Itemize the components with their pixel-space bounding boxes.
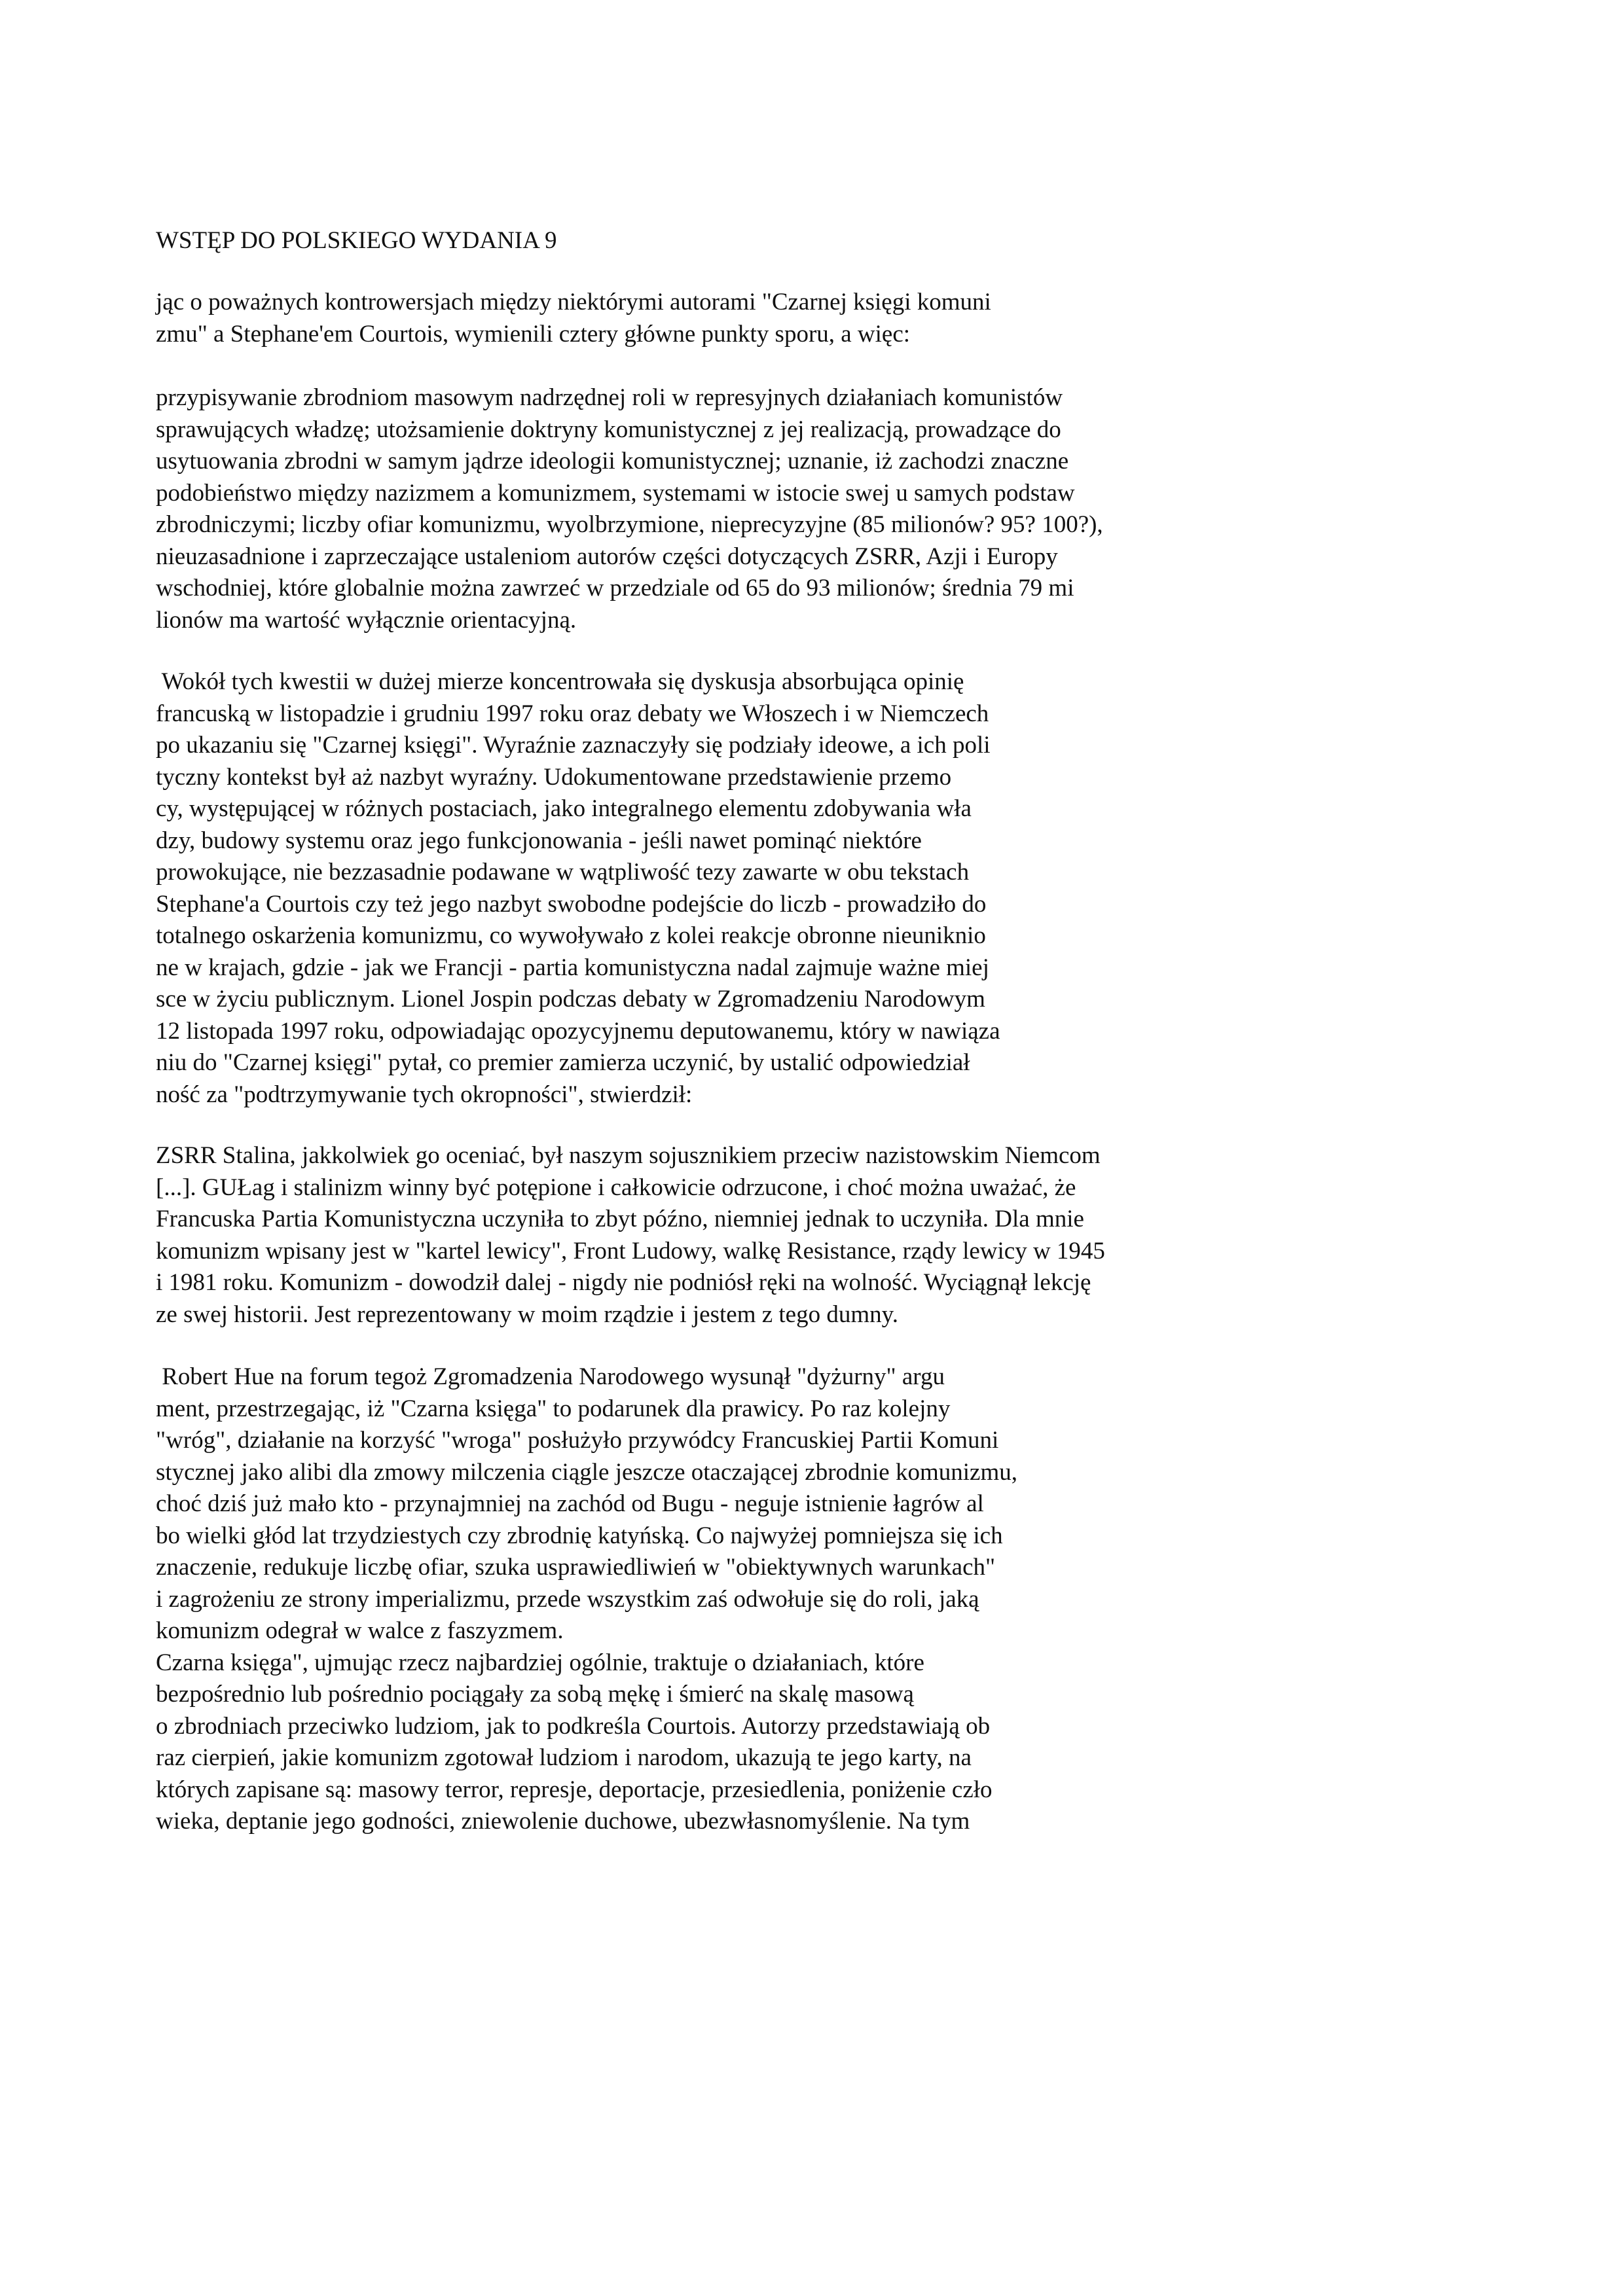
text-line: niu do "Czarnej księgi" pytał, co premier zamierza uczynić, by ustalić odpowiedział bbox=[156, 1049, 970, 1076]
paragraph-jospin-quote bbox=[156, 1140, 1105, 1331]
text-line: francuską w listopadzie i grudniu 1997 roku oraz debaty we Włoszech i w Niemczech bbox=[156, 700, 989, 727]
text-line: bo wielki głód lat trzydziestych czy zbrodnię katyńską. Co najwyżej pomniejsza się ich bbox=[156, 1522, 1003, 1549]
text-line: komunizm wpisany jest w "kartel lewicy", Front Ludowy, walkę Resistance, rządy lewicy w 1945 bbox=[156, 1237, 1105, 1265]
text-line: po ukazaniu się "Czarnej księgi". Wyraźnie zaznaczyły się podziały ideowe, a ich poli bbox=[156, 732, 991, 759]
text-line: których zapisane są: masowy terror, represje, deportacje, przesiedlenia, poniżenie czło bbox=[156, 1776, 993, 1803]
text-line: ne w krajach, gdzie - jak we Francji - partia komunistyczna nadal zajmuje ważne miej bbox=[156, 954, 989, 981]
text-line: wieka, deptanie jego godności, zniewolenie duchowe, ubezwłasnomyślenie. Na tym bbox=[156, 1808, 970, 1835]
text-line: raz cierpień, jakie komunizm zgotował ludziom i narodom, ukazują te jego karty, na bbox=[156, 1744, 972, 1771]
text-line: sce w życiu publicznym. Lionel Jospin podczas debaty w Zgromadzeniu Narodowym bbox=[156, 986, 985, 1013]
text-line: sprawujących władzę; utożsamienie doktryny komunistycznej z jej realizacją, prowadzące do bbox=[156, 416, 1061, 443]
text-line: przypisywanie zbrodniom masowym nadrzędnej roli w represyjnych działaniach komunistów bbox=[156, 384, 1063, 411]
text-line: komunizm odegrał w walce z faszyzmem. bbox=[156, 1617, 564, 1644]
text-line: ność za "podtrzymywanie tych okropności", stwierdził: bbox=[156, 1081, 693, 1108]
text-line: usytuowania zbrodni w samym jądrze ideologii komunistycznej; uznanie, iż zachodzi znaczne bbox=[156, 448, 1069, 475]
page-header: WSTĘP DO POLSKIEGO WYDANIA 9 bbox=[156, 227, 557, 254]
text-line: ze swej historii. Jest reprezentowany w moim rządzie i jestem z tego dumny. bbox=[156, 1300, 898, 1328]
text-line: jąc o poważnych kontrowersjach między niektórymi autorami "Czarnej księgi komuni bbox=[156, 289, 991, 315]
text-line: cy, występującej w różnych postaciach, jako integralnego elementu zdobywania wła bbox=[156, 795, 972, 822]
text-line: wschodniej, które globalnie można zawrzeć w przedziale od 65 do 93 milionów; średnia 79 mi bbox=[156, 575, 1074, 601]
text-line: i 1981 roku. Komunizm - dowodził dalej - nigdy nie podniósł ręki na wolność. Wyciągnął lekcję bbox=[156, 1269, 1091, 1296]
paragraph-hue bbox=[156, 1361, 1017, 1838]
text-line: Robert Hue na forum tegoż Zgromadzenia Narodowego wysunął "dyżurny" argu bbox=[156, 1363, 945, 1390]
text-line: ment, przestrzegając, iż "Czarna księga" to podarunek dla prawicy. Po raz kolejny bbox=[156, 1395, 951, 1422]
text-line: choć dziś już mało kto - przynajmniej na zachód od Bugu - neguje istnienie łagrów al bbox=[156, 1490, 984, 1517]
text-line: zmu" a Stephane'em Courtois, wymienili cztery główne punkty sporu, a więc: bbox=[156, 320, 911, 348]
text-line: i zagrożeniu ze strony imperializmu, przede wszystkim zaś odwołuje się do roli, jaką bbox=[156, 1585, 979, 1613]
text-line: nieuzasadnione i zaprzeczające ustaleniom autorów części dotyczących ZSRR, Azji i Europy bbox=[156, 543, 1058, 570]
text-line: "wróg", działanie na korzyść "wroga" posłużyło przywódcy Francuskiej Partii Komuni bbox=[156, 1427, 999, 1454]
text-line: totalnego oskarżenia komunizmu, co wywoływało z kolei reakcje obronne nieuniknio bbox=[156, 922, 986, 949]
paragraph-dispute-points bbox=[156, 382, 1103, 636]
text-line: Wokół tych kwestii w dużej mierze koncentrowała się dyskusja absorbująca opinię bbox=[156, 668, 964, 695]
text-line: Czarna księga", ujmując rzecz najbardziej ogólnie, traktuje o działaniach, które bbox=[156, 1649, 924, 1676]
text-line: ZSRR Stalina, jakkolwiek go oceniać, był naszym sojusznikiem przeciw nazistowskim Niemcom bbox=[156, 1142, 1101, 1169]
text-line: stycznej jako alibi dla zmowy milczenia ciągle jeszcze otaczającej zbrodnie komunizmu, bbox=[156, 1458, 1017, 1486]
text-line: o zbrodniach przeciwko ludziom, jak to podkreśla Courtois. Autorzy przedstawiają ob bbox=[156, 1712, 991, 1740]
text-line: bezpośrednio lub pośrednio pociągały za sobą mękę i śmierć na skalę masową bbox=[156, 1681, 914, 1708]
paragraph-intro bbox=[156, 287, 991, 350]
text-line: [...]. GUŁag i stalinizm winny być potępione i całkowicie odrzucone, i choć można uważać, że bbox=[156, 1174, 1076, 1201]
text-line: prowokujące, nie bezzasadnie podawane w wątpliwość tezy zawarte w obu tekstach bbox=[156, 859, 970, 886]
text-line: Stephane'a Courtois czy też jego nazbyt swobodne podejście do liczb - prowadziło do bbox=[156, 890, 987, 918]
text-line: dzy, budowy systemu oraz jego funkcjonowania - jeśli nawet pominąć niektóre bbox=[156, 827, 922, 854]
text-line: Francuska Partia Komunistyczna uczyniła to zbyt późno, niemniej jednak to uczyniła. Dla mnie bbox=[156, 1206, 1084, 1232]
text-line: 12 listopada 1997 roku, odpowiadając opozycyjnemu deputowanemu, który w nawiąza bbox=[156, 1017, 1000, 1045]
text-line: tyczny kontekst był aż nazbyt wyraźny. Udokumentowane przedstawienie przemo bbox=[156, 763, 952, 791]
text-line: znaczenie, redukuje liczbę ofiar, szuka usprawiedliwień w "obiektywnych warunkach" bbox=[156, 1554, 996, 1581]
paragraph-debate bbox=[156, 666, 1000, 1111]
text-line: zbrodniczymi; liczby ofiar komunizmu, wyolbrzymione, nieprecyzyjne (85 milionów? 95? 100?), bbox=[156, 511, 1103, 538]
text-line: podobieństwo między nazizmem a komunizmem, systemami w istocie swej u samych podstaw bbox=[156, 479, 1075, 507]
text-line: lionów ma wartość wyłącznie orientacyjną. bbox=[156, 606, 577, 634]
